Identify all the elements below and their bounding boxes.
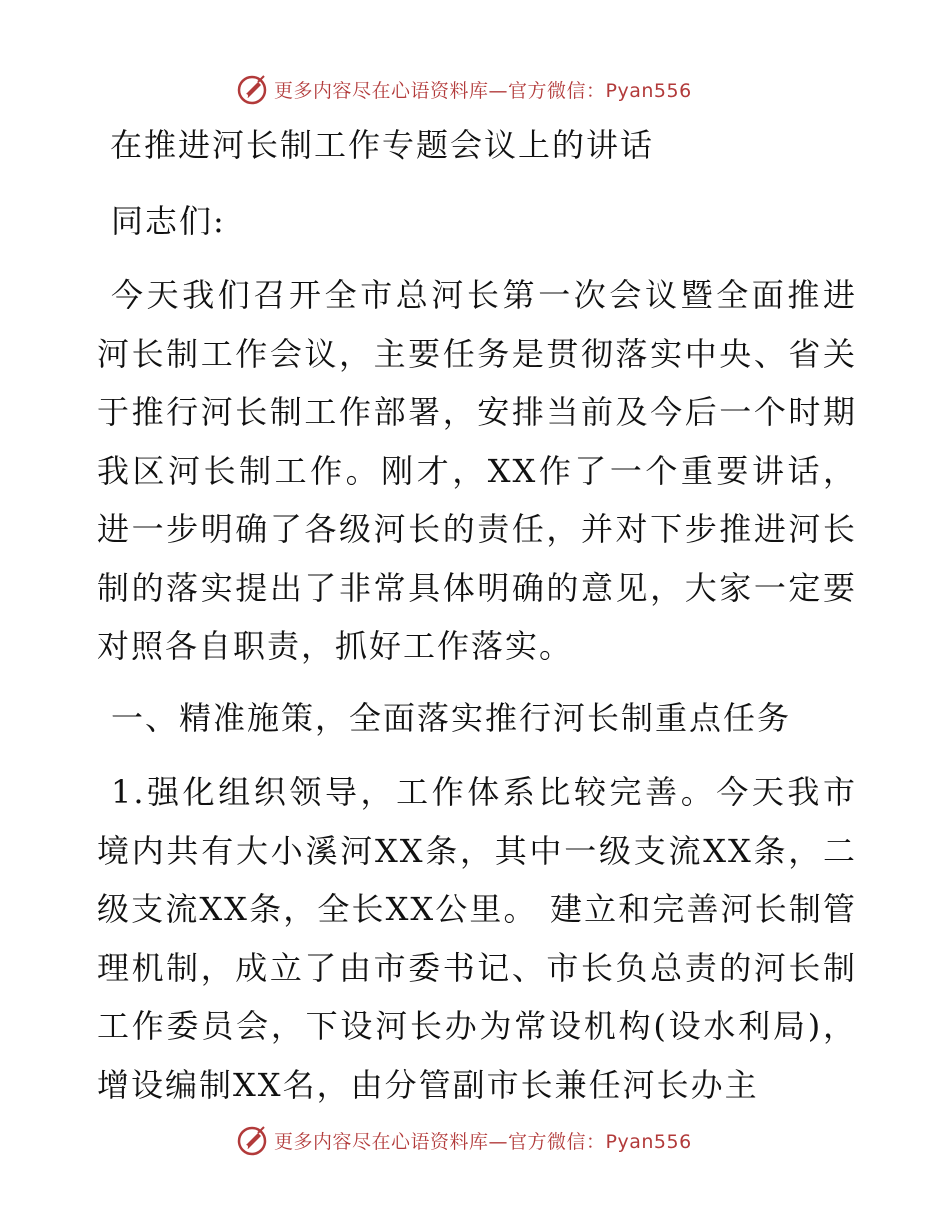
paragraph-intro: 今天我们召开全市总河长第一次会议暨全面推进河长制工作会议，主要任务是贯彻落实中央、省关于推行河长制工作部署，安排当前及今后一个时期我区河长制工作。刚才，XX作了一个重要讲话，进一步明确了各级河长的责任，并对下步推进河长制的落实提出了非常具体明确的意见，大家一定要对照各自职责，抓好工作落实。	[97, 276, 857, 665]
greeting: 同志们:	[111, 202, 226, 240]
watermark-text: 更多内容尽在心语资料库—官方微信：Pyan556	[274, 1130, 692, 1153]
footer-watermark-banner	[236, 1123, 692, 1157]
document-title: 在推进河长制工作专题会议上的讲话	[110, 126, 655, 164]
watermark-text: 更多内容尽在心语资料库—官方微信：Pyan556	[274, 79, 692, 102]
quill-logo-icon	[236, 1124, 268, 1156]
quill-logo-icon	[236, 73, 268, 105]
paragraph-item-1: 1.强化组织领导，工作体系比较完善。今天我市境内共有大小溪河XX条，其中一级支流XX条，二级支流XX条，全长XX公里。 建立和完善河长制管理机制，成立了由市委书记、市长负总责的河长制工作委员会，下设河长办为常设机构(设水利局)，增设编制XX名，由分管副市长兼任河长办主	[97, 773, 857, 1104]
header-watermark-banner	[236, 72, 692, 106]
section-heading: 一、精准施策，全面落实推行河长制重点任务	[111, 699, 792, 737]
